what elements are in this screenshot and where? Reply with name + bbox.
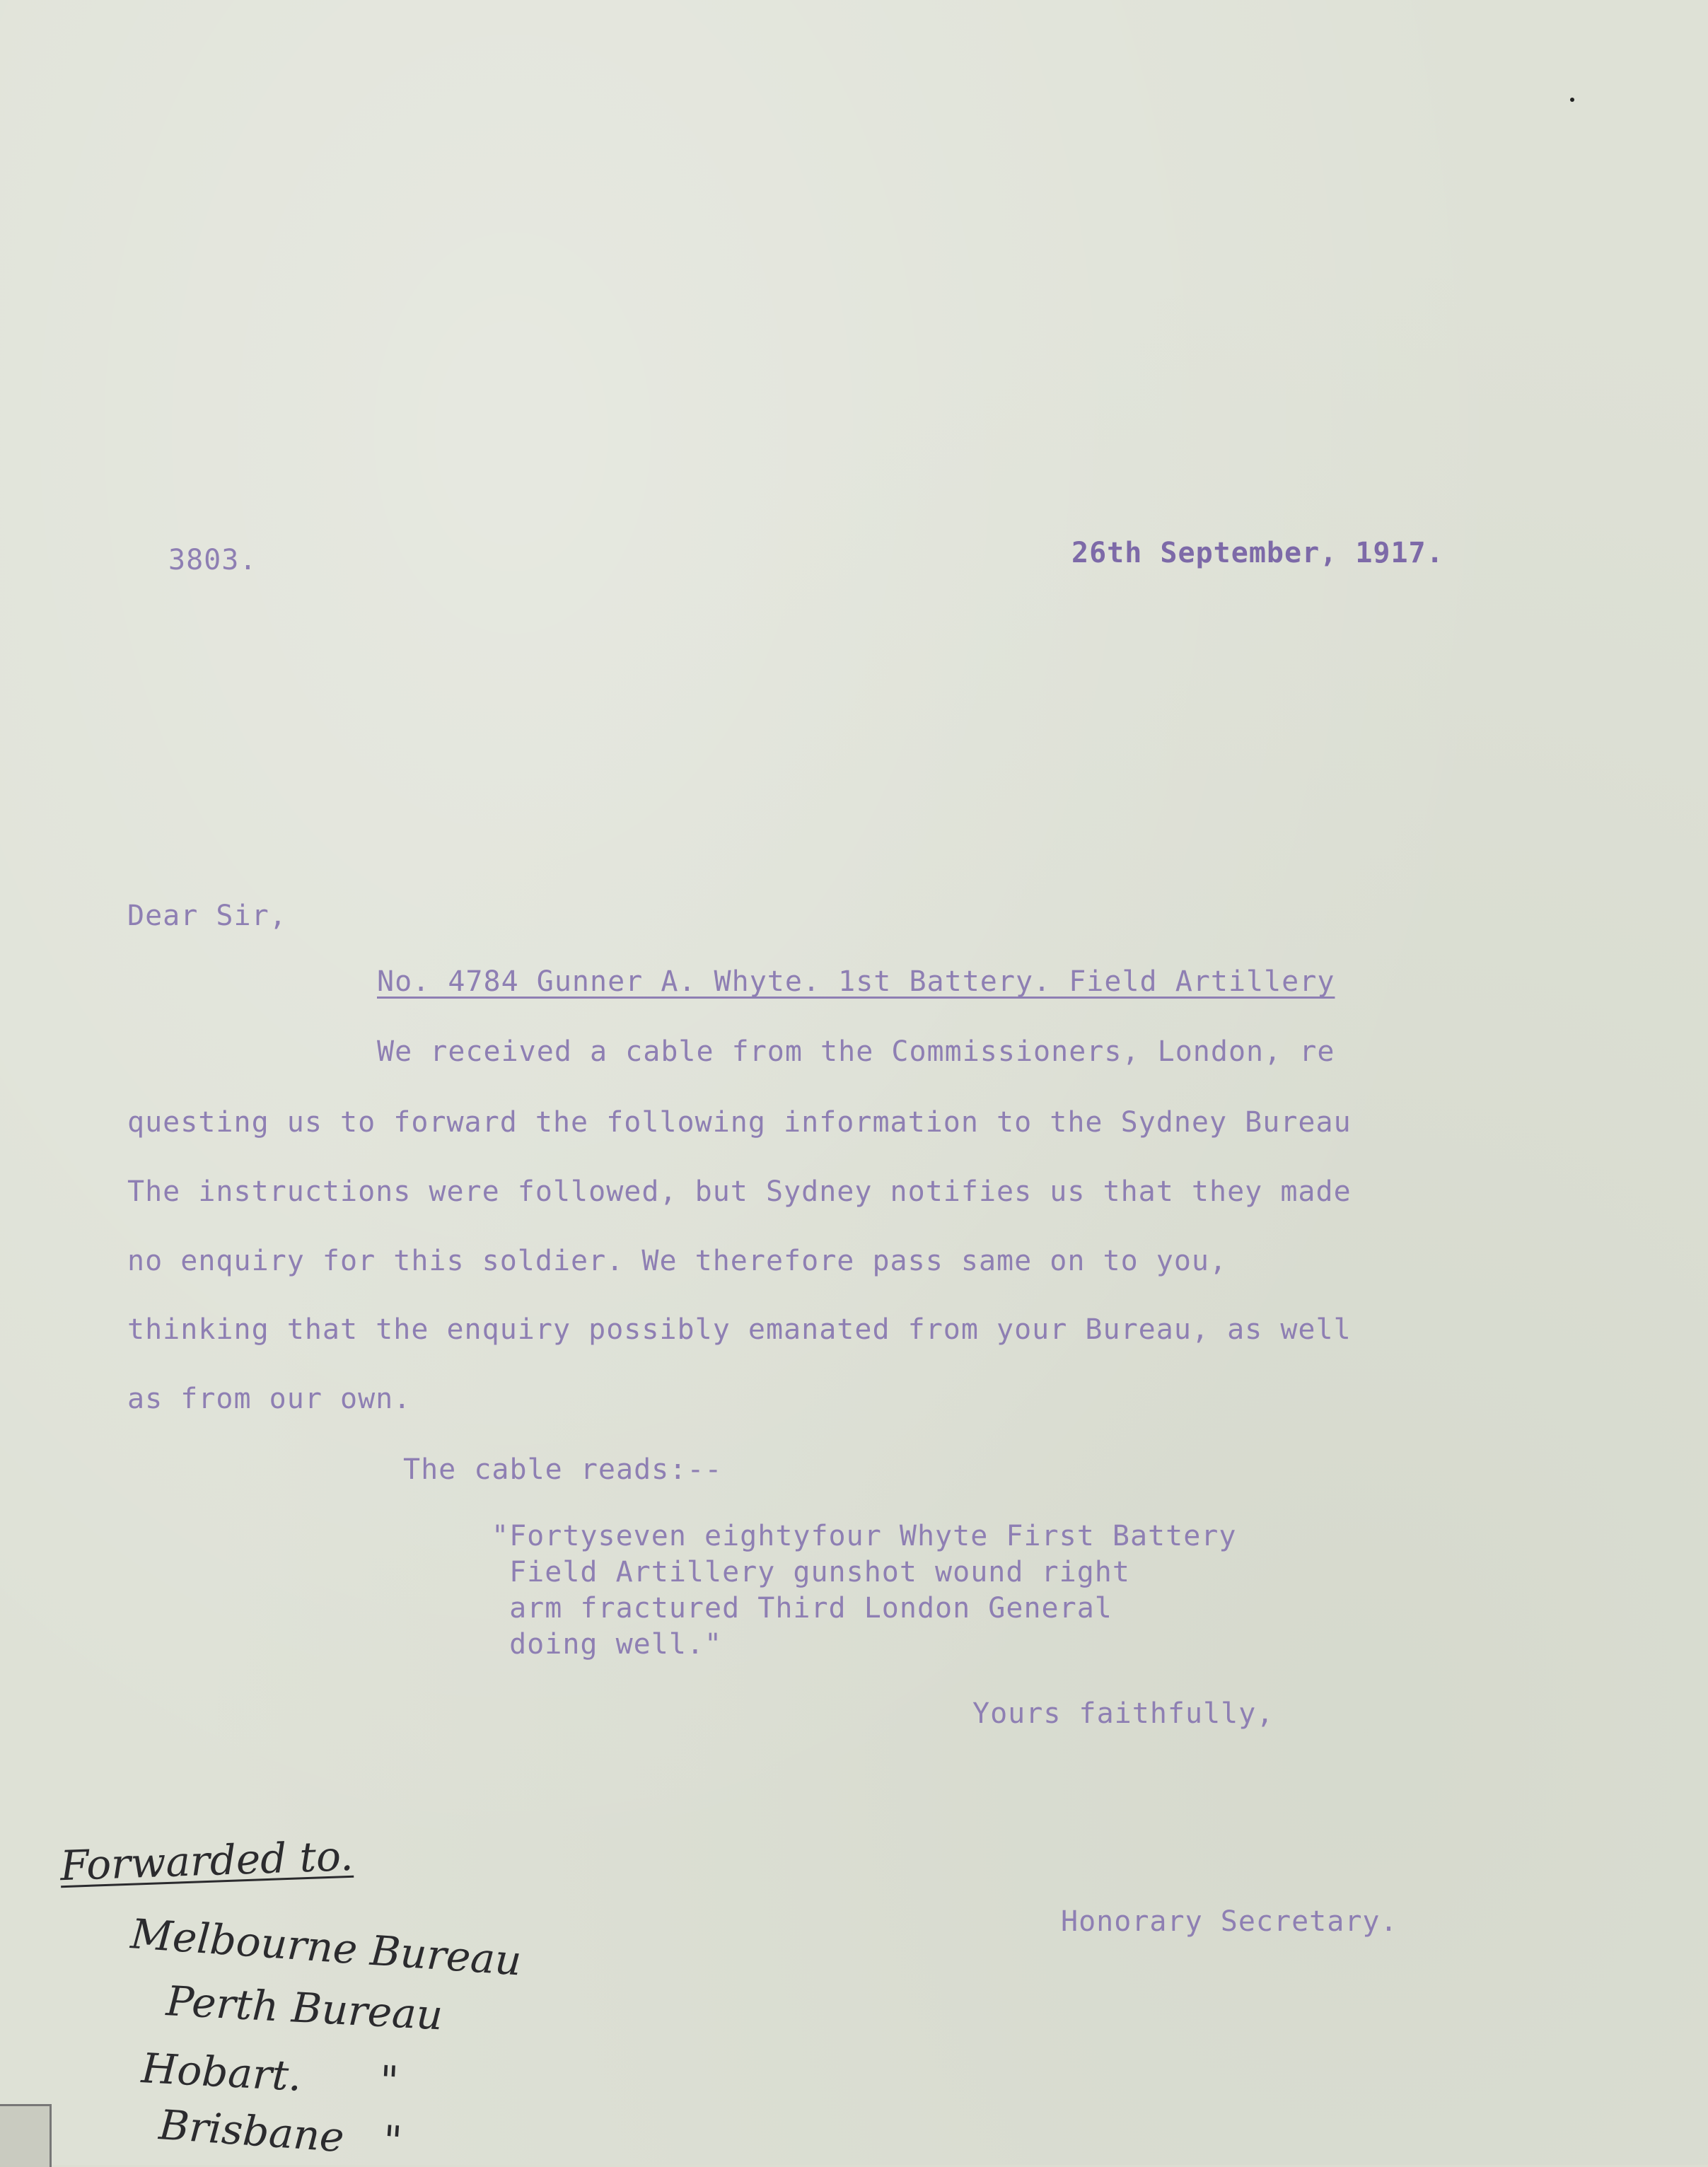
body-line-3: The instructions were followed, but Sydney notifies us that they made	[127, 1175, 1352, 1208]
handwritten-line-3: Hobart. "	[140, 2044, 400, 2106]
handwritten-line-1: Melbourne Bureau	[129, 1910, 523, 1985]
reference-number: 3803.	[168, 544, 257, 576]
body-line-2: questing us to forward the following information to the Sydney Bureau	[127, 1106, 1352, 1139]
page-corner-edge	[0, 2104, 52, 2167]
ink-speck	[1570, 98, 1574, 102]
cable-line-4: doing well."	[492, 1628, 723, 1661]
letter-date: 26th September, 1917.	[1071, 537, 1444, 569]
body-line-1: We received a cable from the Commissioners, London, re	[377, 1035, 1335, 1068]
salutation: Dear Sir,	[127, 900, 287, 932]
body-line-4: no enquiry for this soldier. We therefore pass same on to you,	[127, 1245, 1228, 1277]
cable-line-3: arm fractured Third London General	[492, 1592, 1112, 1625]
handwritten-line-2: Perth Bureau	[165, 1977, 444, 2040]
handwritten-heading: Forwarded to.	[59, 1831, 354, 1890]
cable-line-2: Field Artillery gunshot wound right	[492, 1556, 1130, 1588]
cable-intro: The cable reads:--	[403, 1453, 723, 1486]
signature-title: Honorary Secretary.	[1061, 1905, 1398, 1938]
cable-line-1: "Fortyseven eightyfour Whyte First Battery	[492, 1520, 1237, 1552]
body-line-5: thinking that the enquiry possibly emanated from your Bureau, as well	[127, 1313, 1352, 1346]
body-line-6: as from our own.	[127, 1383, 412, 1415]
handwritten-line-4: Brisbane "	[157, 2101, 404, 2166]
closing: Yours faithfully,	[972, 1697, 1274, 1730]
subject-line: No. 4784 Gunner A. Whyte. 1st Battery. Field Artillery	[377, 965, 1335, 998]
